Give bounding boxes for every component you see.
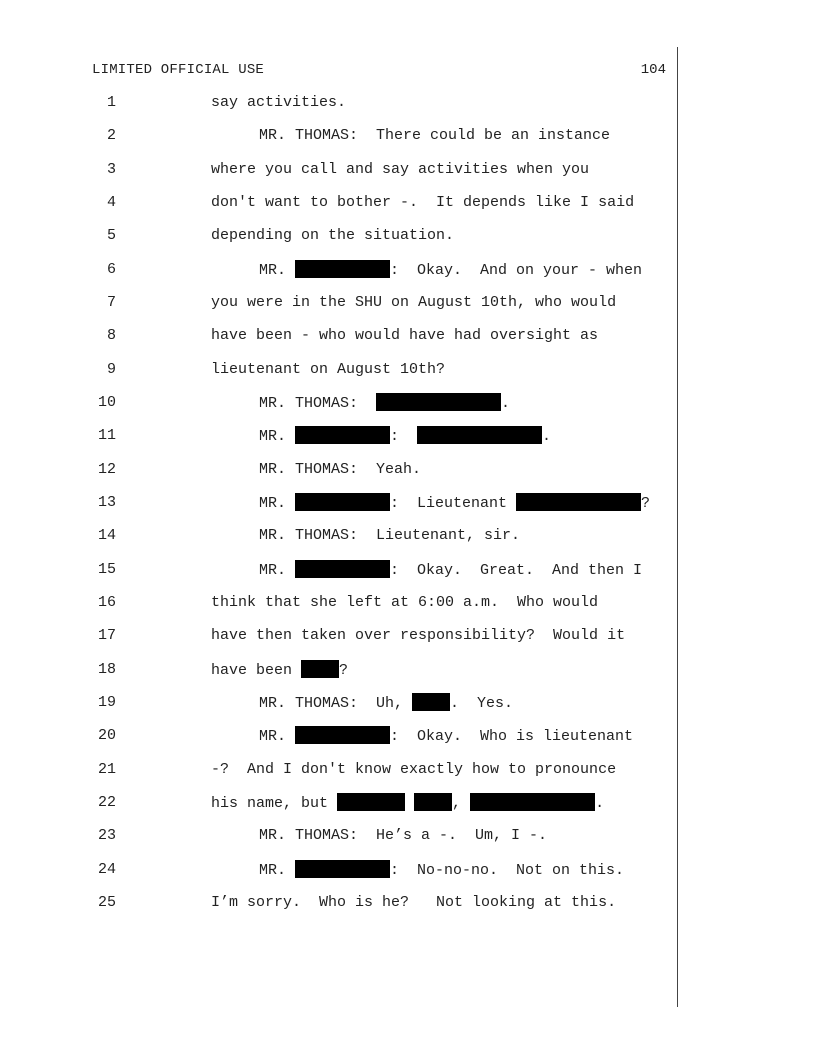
line-number: 11: [97, 427, 116, 444]
redaction-box: [295, 260, 390, 278]
text-segment: [405, 795, 414, 812]
text-segment: MR.: [259, 562, 296, 579]
line-text: [211, 626, 625, 646]
line-text: [259, 560, 642, 581]
line-number: 20: [97, 727, 116, 744]
line-text: [259, 460, 421, 480]
line-text: [259, 826, 547, 846]
line-number: 24: [97, 861, 116, 878]
line-number: 1: [106, 94, 116, 111]
line-number: 12: [97, 461, 116, 478]
page-number: 104: [640, 62, 666, 78]
line-text: [259, 493, 650, 514]
redaction-box: [295, 426, 390, 444]
text-segment: .: [501, 395, 511, 412]
line-number: 13: [97, 494, 116, 511]
line-text: [259, 860, 624, 881]
right-margin-rule: [677, 47, 678, 1007]
line-text: [211, 226, 454, 246]
text-segment: ?: [339, 662, 349, 679]
page-header-classification: LIMITED OFFICIAL USE: [92, 62, 265, 78]
text-segment: I’m sorry. Who is he? Not looking at this.: [211, 894, 617, 911]
line-number: 2: [106, 127, 116, 144]
text-segment: MR.: [259, 728, 296, 745]
redaction-box: [301, 660, 339, 678]
text-segment: : Okay. Who is lieutenant: [390, 728, 634, 745]
redaction-box: [376, 393, 501, 411]
text-segment: ?: [641, 495, 651, 512]
text-segment: have then taken over responsibility? Would it: [211, 627, 626, 644]
text-segment: MR. THOMAS: Lieutenant, sir.: [259, 527, 521, 544]
line-number: 9: [106, 361, 116, 378]
line-text: [211, 326, 598, 346]
text-segment: :: [390, 428, 418, 445]
line-text: [259, 393, 510, 414]
line-text: [259, 126, 610, 146]
text-segment: MR. THOMAS:: [259, 395, 377, 412]
text-segment: think that she left at 6:00 a.m. Who would: [211, 594, 599, 611]
line-text: [211, 193, 634, 213]
redaction-box: [417, 426, 542, 444]
text-segment: MR.: [259, 495, 296, 512]
line-number: 6: [106, 261, 116, 278]
text-segment: : Okay. Great. And then I: [390, 562, 643, 579]
redaction-box: [470, 793, 595, 811]
text-segment: : Lieutenant: [390, 495, 517, 512]
text-segment: lieutenant on August 10th?: [211, 361, 446, 378]
redaction-box: [337, 793, 405, 811]
redaction-box: [414, 793, 452, 811]
redaction-box: [295, 560, 390, 578]
line-number: 5: [106, 227, 116, 244]
line-text: [259, 693, 513, 714]
text-segment: depending on the situation.: [211, 227, 455, 244]
line-number: 3: [106, 161, 116, 178]
line-number: 10: [97, 394, 116, 411]
line-text: [211, 293, 616, 313]
text-segment: -? And I don't know exactly how to pronounce: [211, 761, 617, 778]
line-number: 4: [106, 194, 116, 211]
text-segment: MR. THOMAS: Yeah.: [259, 461, 422, 478]
line-text: [211, 160, 589, 180]
redaction-box: [295, 493, 390, 511]
line-number: 14: [97, 527, 116, 544]
text-segment: MR. THOMAS: He’s a -. Um, I -.: [259, 827, 548, 844]
text-segment: MR.: [259, 428, 296, 445]
line-number: 25: [97, 894, 116, 911]
text-segment: : No-no-no. Not on this.: [390, 862, 625, 879]
line-number: 19: [97, 694, 116, 711]
line-number: 23: [97, 827, 116, 844]
text-segment: his name, but: [211, 795, 338, 812]
redaction-box: [516, 493, 641, 511]
text-segment: .: [595, 795, 605, 812]
redaction-box: [295, 860, 390, 878]
line-number: 8: [106, 327, 116, 344]
line-text: [259, 426, 551, 447]
line-text: [211, 360, 445, 380]
text-segment: : Okay. And on your - when: [390, 262, 643, 279]
text-segment: have been - who would have had oversight as: [211, 327, 599, 344]
line-text: [211, 660, 348, 681]
line-number: 16: [97, 594, 116, 611]
line-number: 7: [106, 294, 116, 311]
text-segment: you were in the SHU on August 10th, who would: [211, 294, 617, 311]
text-segment: .: [542, 428, 552, 445]
text-segment: don't want to bother -. It depends like I said: [211, 194, 635, 211]
text-segment: ,: [452, 795, 471, 812]
line-text: [211, 760, 616, 780]
text-segment: have been: [211, 662, 302, 679]
line-number: 22: [97, 794, 116, 811]
line-text: [211, 893, 616, 913]
redaction-box: [412, 693, 450, 711]
text-segment: MR.: [259, 262, 296, 279]
text-segment: where you call and say activities when you: [211, 161, 590, 178]
redaction-box: [295, 726, 390, 744]
line-text: [211, 93, 346, 113]
line-text: [211, 793, 604, 814]
text-segment: MR.: [259, 862, 296, 879]
line-number: 18: [97, 661, 116, 678]
text-segment: say activities.: [211, 94, 347, 111]
line-text: [259, 526, 520, 546]
line-text: [259, 260, 642, 281]
line-number: 21: [97, 761, 116, 778]
text-segment: MR. THOMAS: Uh,: [259, 695, 413, 712]
text-segment: . Yes.: [450, 695, 514, 712]
line-number: 17: [97, 627, 116, 644]
line-text: [211, 593, 598, 613]
line-text: [259, 726, 633, 747]
line-number: 15: [97, 561, 116, 578]
text-segment: MR. THOMAS: There could be an instance: [259, 127, 611, 144]
